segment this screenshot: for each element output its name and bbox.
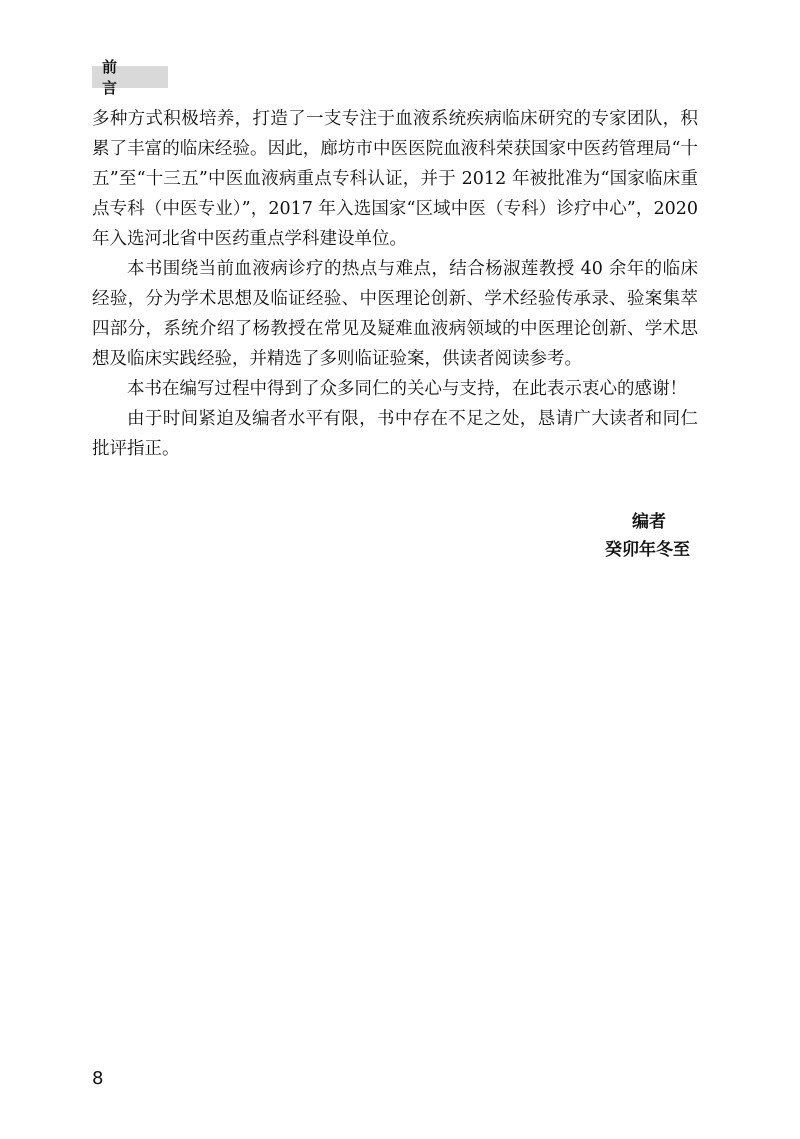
signature-date: 癸卯年冬至	[605, 540, 690, 560]
preface-body	[92, 104, 698, 464]
paragraph: 本书在编写过程中得到了众多同仁的关心与支持，在此表示衷心的感谢！	[127, 379, 687, 399]
paragraph: 由于时间紧迫及编者水平有限，书中存在不足之处，恳请广大读者和同仁批评指正。	[92, 409, 698, 459]
paragraph-continued: 多种方式积极培养，打造了一支专注于血液系统疾病临床研究的专家团队，积累了丰富的临床经验。因此，廊坊市中医医院血液科荣获国家中医药管理局“十五”至“十三五”中医血液病重点专科认证，并于 2012 年被批准为“国家临床重点专科（中医专业）”，2017 年入选国家“区域中医（专科）诊疗中心”，2020 年入选河北省中医药重点学科建设单位。	[92, 109, 698, 249]
page-number: 8	[92, 1068, 104, 1089]
signature-author: 编者	[632, 512, 666, 532]
section-header-tag: 前 言	[92, 66, 168, 88]
signature-block	[605, 508, 690, 564]
paragraph: 本书围绕当前血液病诊疗的热点与难点，结合杨淑莲教授 40 余年的临床经验，分为学术思想及临证经验、中医理论创新、学术经验传承录、验案集萃四部分，系统介绍了杨教授在常见及疑难血液病领域的中医理论创新、学术思想及临床实践经验，并精选了多则临证验案，供读者阅读参考。	[92, 259, 698, 369]
